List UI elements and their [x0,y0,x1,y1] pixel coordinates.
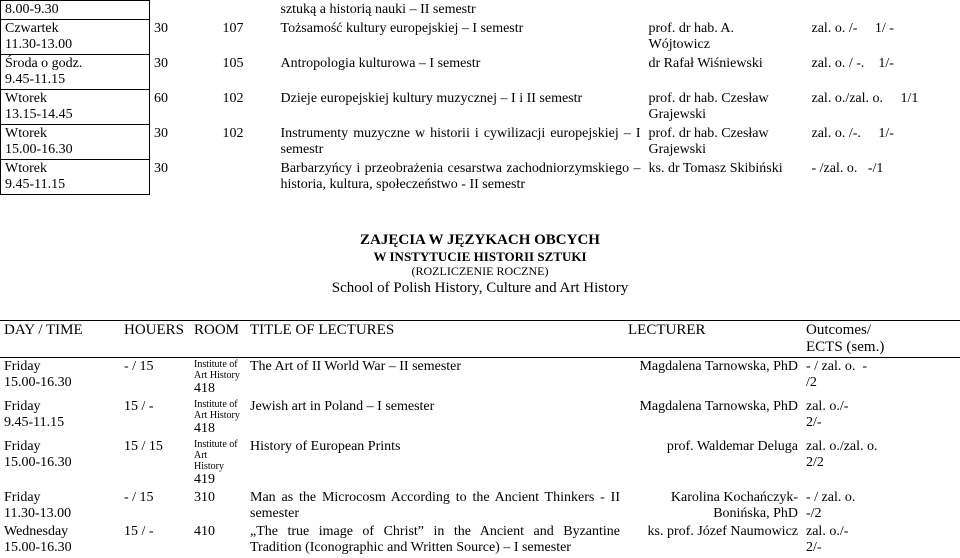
row-title: Instrumenty muzyczne w historii i cywilizacji europejskiej – I semestr [280,125,641,157]
lecture-day: Friday 15.00-16.30 [4,439,72,470]
row-title: Antropologia kulturowa – I semestr [280,55,481,71]
schedule-row [1,125,960,160]
lecture-hours: - / 15 [124,490,154,505]
row-title: Tożsamość kultury europejskiej – I semestr [280,20,524,36]
row-outcome: zal. o./zal. o. 1/1 [811,90,919,106]
lecture-day: Wednesday 15.00-16.30 [4,524,72,555]
row-hours [150,1,219,20]
row-outcome: - /zal. o. -/1 [811,160,884,176]
heading-line3: (ROZLICZENIE ROCZNE) [411,264,549,278]
row-day: 8.00-9.30 [1,1,150,20]
room-institute: Institute of Art History [194,439,238,472]
row-room: 105 [222,55,244,71]
row-room: 102 [222,90,244,106]
row-day: Wtorek 13.15-14.45 [1,90,150,125]
row-lecturer: prof. dr hab. Czesław Grajewski [648,90,769,122]
room-number: 418 [194,421,215,436]
lecture-room [190,489,246,523]
lecture-outcome: - / zal. o. -/2 [806,490,856,521]
section-heading [0,232,960,297]
lecture-room [190,438,246,489]
lecture-row [0,523,960,557]
lecture-day: Friday 9.45-11.15 [4,399,65,430]
row-day: Wtorek 9.45-11.15 [1,160,150,195]
row-lecturer [645,1,808,20]
row-lecturer: dr Rafał Wiśniewski [648,55,763,71]
column-header-row [0,321,960,358]
col-lecturer: LECTURER [624,321,802,358]
lecture-room [190,358,246,399]
col-hours: HOUERS [120,321,190,358]
lecture-row [0,489,960,523]
schedule-row [1,1,960,20]
row-outcome: zal. o. /- 1/ - [811,20,894,36]
lecture-title: Man as the Microcosm According to the Ancient Thinkers - II semester [250,490,620,521]
schedule-row [1,55,960,90]
lecture-outcome: zal. o./zal. o. 2/2 [806,439,878,470]
room-number: 310 [194,490,215,505]
row-hours: 30 [154,125,168,141]
heading-line1: ZAJĘCIA W JĘZYKACH OBCYCH [360,232,600,248]
row-title: sztuką a historią nauki – II semestr [280,1,476,17]
lecture-room [190,523,246,557]
lecture-title: „The true image of Christ” in the Ancient and Byzantine Tradition (Iconographic and Written Source) – I semester [250,524,620,555]
row-room [219,1,277,20]
row-hours: 30 [154,55,168,71]
lecture-day: Friday 11.30-13.00 [4,490,72,521]
lecture-lecturer: prof. Waldemar Deluga [666,439,798,454]
row-hours: 30 [154,160,168,176]
lecture-day: Friday 15.00-16.30 [4,359,72,390]
lecture-outcome: zal. o./- 2/- [806,399,849,430]
row-room: 102 [222,125,244,141]
room-number: 418 [194,381,215,396]
foreign-language-table [0,320,960,557]
lecture-title: The Art of II World War – II semester [250,359,462,374]
lecture-hours: 15 / 15 [124,439,163,454]
col-outcomes: Outcomes/ ECTS (sem.) [802,321,960,358]
row-title: Barbarzyńcy i przeobrażenia cesarstwa zachodniorzymskiego – historia, kultura, społeczeństwo - II semestr [280,160,641,192]
row-lecturer: prof. dr hab. Czesław Grajewski [648,125,769,157]
room-institute: Institute of Art History [194,359,240,381]
row-title: Dzieje europejskiej kultury muzycznej – I i II semestr [280,90,583,106]
lecture-lecturer: ks. prof. Józef Naumowicz [647,524,798,539]
lecture-lecturer: Magdalena Tarnowska, PhD [639,359,798,374]
row-lecturer: prof. dr hab. A. Wójtowicz [648,20,735,52]
lecture-row [0,398,960,438]
row-hours: 30 [154,20,168,36]
lecture-outcome: - / zal. o. - /2 [806,359,868,390]
schedule-row [1,160,960,195]
col-room: ROOM [190,321,246,358]
lecture-hours: 15 / - [124,399,154,414]
room-number: 410 [194,524,215,539]
schedule-row [1,20,960,55]
row-lecturer: ks. dr Tomasz Skibiński [648,160,783,176]
row-day: Środa o godz. 9.45-11.15 [1,55,150,90]
row-room [219,160,277,195]
row-room: 107 [222,20,244,36]
room-number: 419 [194,472,215,487]
lecture-lecturer: Magdalena Tarnowska, PhD [639,399,798,414]
lecture-room [190,398,246,438]
lecture-hours: - / 15 [124,359,154,374]
lecture-row [0,438,960,489]
row-outcome: zal. o. / -. 1/- [811,55,894,71]
polish-schedule-table [0,0,960,195]
row-day: Wtorek 15.00-16.30 [1,125,150,160]
row-hours: 60 [154,90,168,106]
lecture-hours: 15 / - [124,524,154,539]
lecture-row [0,358,960,399]
lecture-title: Jewish art in Poland – I semester [250,399,435,414]
room-institute: Institute of Art History [194,399,240,421]
col-title: TITLE OF LECTURES [246,321,624,358]
schedule-row [1,90,960,125]
lecture-lecturer: Karolina Kochańczyk- Bonińska, PhD [670,490,798,521]
row-outcome [808,1,960,20]
heading-line2: W INSTYTUCIE HISTORII SZTUKI [373,249,587,264]
col-day: DAY / TIME [0,321,120,358]
row-day: Czwartek 11.30-13.00 [1,20,150,55]
heading-line4: School of Polish History, Culture and Art History [331,280,629,296]
row-outcome: zal. o. /-. 1/- [811,125,894,141]
lecture-outcome: zal. o./- 2/- [806,524,849,555]
lecture-title: History of European Prints [250,439,401,454]
